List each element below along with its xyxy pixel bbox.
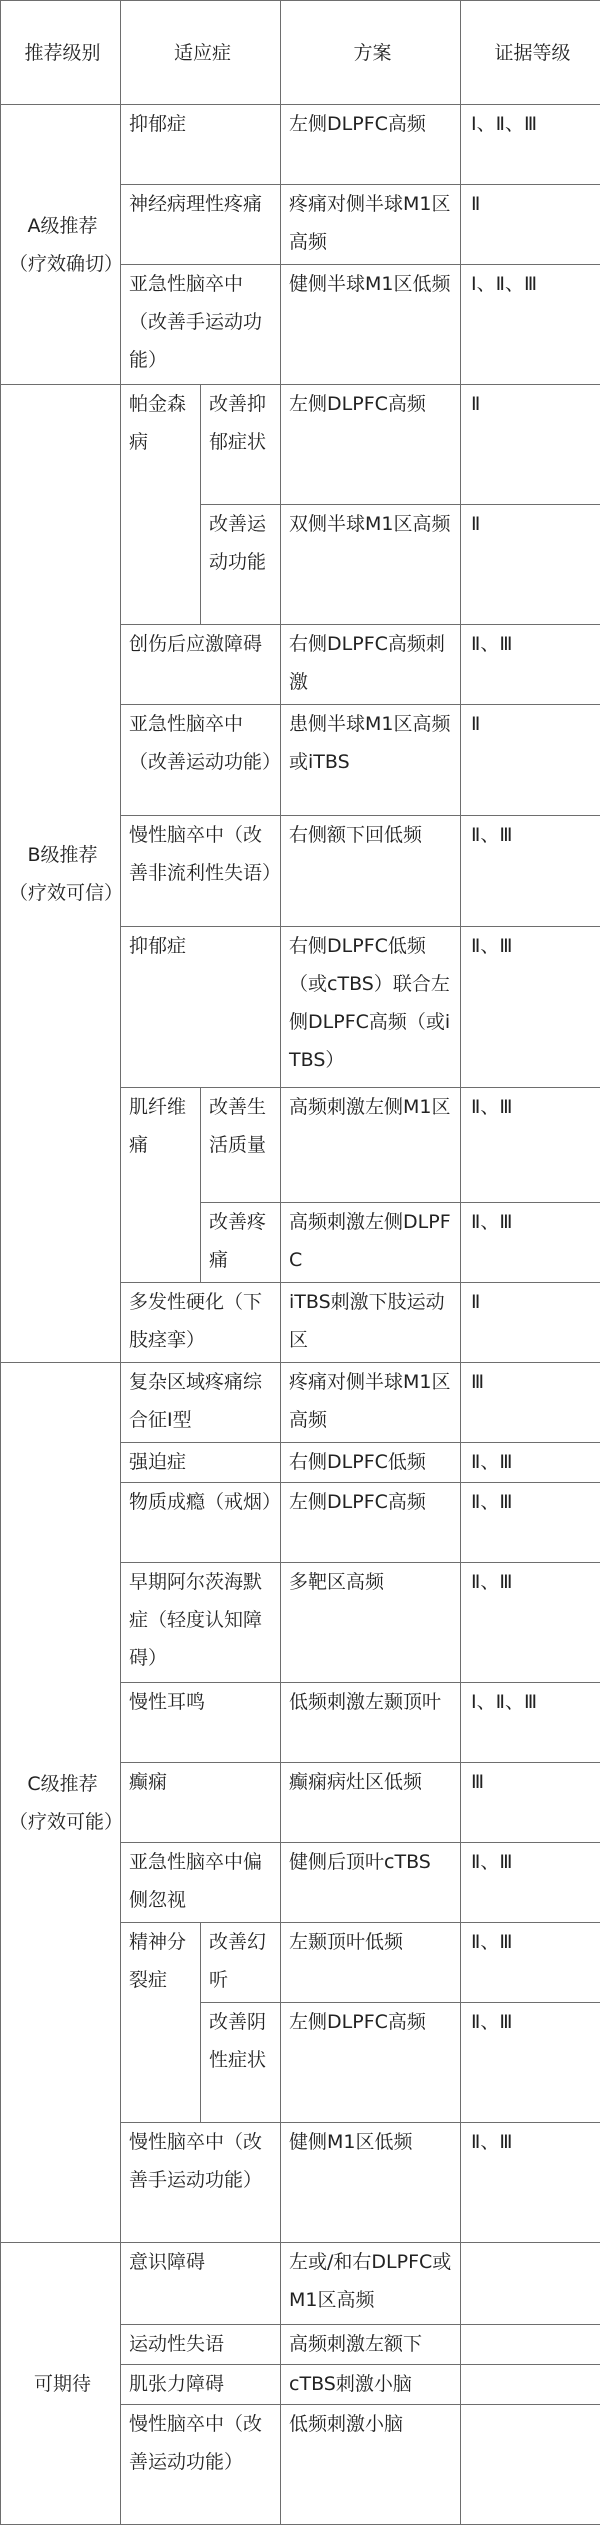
evidence-cell: Ⅱ、Ⅲ [461, 625, 600, 705]
evidence-cell: Ⅱ、Ⅲ [461, 1203, 600, 1283]
evidence-cell: Ⅱ [461, 385, 600, 505]
indication-cell: 复杂区域疼痛综合征I型 [121, 1363, 281, 1443]
scheme-cell: 低频刺激左颞顶叶 [281, 1683, 461, 1763]
indication-cell: 癫痫 [121, 1763, 281, 1843]
evidence-cell: Ⅰ、Ⅱ、Ⅲ [461, 265, 600, 385]
indication-cell: 亚急性脑卒中偏侧忽视 [121, 1843, 281, 1923]
scheme-cell: 多靶区高频 [281, 1563, 461, 1683]
indication-cell: 慢性脑卒中（改善手运动功能） [121, 2123, 281, 2243]
scheme-cell: 左侧DLPFC高频 [281, 385, 461, 505]
indication-sub-cell: 改善阴性症状 [201, 2003, 281, 2123]
indication-cell: 慢性脑卒中（改善非流利性失语） [121, 816, 281, 927]
indication-cell: 物质成瘾（戒烟） [121, 1483, 281, 1563]
evidence-cell: Ⅱ、Ⅲ [461, 2123, 600, 2243]
indication-sub-cell: 改善疼痛 [201, 1203, 281, 1283]
indication-cell: 创伤后应激障碍 [121, 625, 281, 705]
evidence-cell: Ⅱ [461, 1283, 600, 1363]
evidence-cell: Ⅱ [461, 705, 600, 816]
evidence-cell: Ⅲ [461, 1763, 600, 1843]
scheme-cell: 右侧DLPFC低频 [281, 1443, 461, 1483]
scheme-cell: 疼痛对侧半球M1区高频 [281, 1363, 461, 1443]
indication-cell: 早期阿尔茨海默症（轻度认知障碍） [121, 1563, 281, 1683]
scheme-cell: 疼痛对侧半球M1区高频 [281, 185, 461, 265]
evidence-cell: Ⅱ、Ⅲ [461, 1563, 600, 1683]
header-indication: 适应症 [121, 1, 281, 105]
indication-cell: 强迫症 [121, 1443, 281, 1483]
scheme-cell: 右侧额下回低频 [281, 816, 461, 927]
evidence-cell: Ⅰ、Ⅱ、Ⅲ [461, 105, 600, 185]
indication-cell: 神经病理性疼痛 [121, 185, 281, 265]
scheme-cell: 低频刺激小脑 [281, 2405, 461, 2525]
scheme-cell: 癫痫病灶区低频 [281, 1763, 461, 1843]
evidence-cell [461, 2365, 600, 2405]
indication-cell: 运动性失语 [121, 2325, 281, 2365]
evidence-cell: Ⅱ、Ⅲ [461, 1843, 600, 1923]
table-row [1, 385, 600, 505]
evidence-cell: Ⅲ [461, 1363, 600, 1443]
evidence-cell: Ⅱ、Ⅲ [461, 1088, 600, 1203]
evidence-cell: Ⅱ、Ⅲ [461, 816, 600, 927]
evidence-cell: Ⅱ、Ⅲ [461, 1483, 600, 1563]
scheme-cell: 左侧DLPFC高频 [281, 2003, 461, 2123]
evidence-cell: Ⅰ、Ⅱ、Ⅲ [461, 1683, 600, 1763]
scheme-cell: 双侧半球M1区高频 [281, 505, 461, 625]
evidence-cell: Ⅱ、Ⅲ [461, 1923, 600, 2003]
header-level: 推荐级别 [1, 1, 121, 105]
scheme-cell: 高频刺激左额下 [281, 2325, 461, 2365]
table-header-row [1, 1, 600, 105]
indication-cell: 亚急性脑卒中（改善手运动功能） [121, 265, 281, 385]
scheme-cell: 高频刺激左侧DLPFC [281, 1203, 461, 1283]
indication-sub-cell: 改善抑郁症状 [201, 385, 281, 505]
indication-group-cell: 帕金森病 [121, 385, 201, 625]
indication-sub-cell: 改善运动功能 [201, 505, 281, 625]
evidence-cell [461, 2325, 600, 2365]
level-d-cell: 可期待 [1, 2243, 121, 2525]
evidence-cell: Ⅱ、Ⅲ [461, 1443, 600, 1483]
level-c-cell: C级推荐（疗效可能） [1, 1363, 121, 2243]
scheme-cell: 高频刺激左侧M1区 [281, 1088, 461, 1203]
scheme-cell: cTBS刺激小脑 [281, 2365, 461, 2405]
scheme-cell: 左侧DLPFC高频 [281, 1483, 461, 1563]
scheme-cell: 健侧后顶叶cTBS [281, 1843, 461, 1923]
scheme-cell: 健侧半球M1区低频 [281, 265, 461, 385]
indication-cell: 亚急性脑卒中（改善运动功能） [121, 705, 281, 816]
table-row [1, 1363, 600, 1443]
scheme-cell: 左或/和右DLPFC或M1区高频 [281, 2243, 461, 2325]
indication-sub-cell: 改善生活质量 [201, 1088, 281, 1203]
indication-cell: 肌张力障碍 [121, 2365, 281, 2405]
evidence-cell: Ⅱ、Ⅲ [461, 927, 600, 1088]
table-row [1, 105, 600, 185]
header-scheme: 方案 [281, 1, 461, 105]
evidence-cell: Ⅱ [461, 185, 600, 265]
scheme-cell: 左侧DLPFC高频 [281, 105, 461, 185]
indication-cell: 意识障碍 [121, 2243, 281, 2325]
indication-cell: 抑郁症 [121, 927, 281, 1088]
indication-group-cell: 精神分裂症 [121, 1923, 201, 2123]
scheme-cell: 患侧半球M1区高频或iTBS [281, 705, 461, 816]
level-a-cell: A级推荐（疗效确切） [1, 105, 121, 385]
indication-cell: 慢性脑卒中（改善运动功能） [121, 2405, 281, 2525]
scheme-cell: 右侧DLPFC高频刺激 [281, 625, 461, 705]
evidence-cell: Ⅱ [461, 505, 600, 625]
header-evidence: 证据等级 [461, 1, 600, 105]
indication-cell: 慢性耳鸣 [121, 1683, 281, 1763]
scheme-cell: 右侧DLPFC低频（或cTBS）联合左侧DLPFC高频（或iTBS） [281, 927, 461, 1088]
evidence-cell [461, 2243, 600, 2325]
indication-cell: 抑郁症 [121, 105, 281, 185]
evidence-cell [461, 2405, 600, 2525]
table-row [1, 2243, 600, 2325]
indication-sub-cell: 改善幻听 [201, 1923, 281, 2003]
scheme-cell: 健侧M1区低频 [281, 2123, 461, 2243]
indication-cell: 多发性硬化（下肢痉挛） [121, 1283, 281, 1363]
indication-group-cell: 肌纤维痛 [121, 1088, 201, 1283]
scheme-cell: 左颞顶叶低频 [281, 1923, 461, 2003]
evidence-cell: Ⅱ、Ⅲ [461, 2003, 600, 2123]
level-b-cell: B级推荐（疗效可信） [1, 385, 121, 1363]
scheme-cell: iTBS刺激下肢运动区 [281, 1283, 461, 1363]
